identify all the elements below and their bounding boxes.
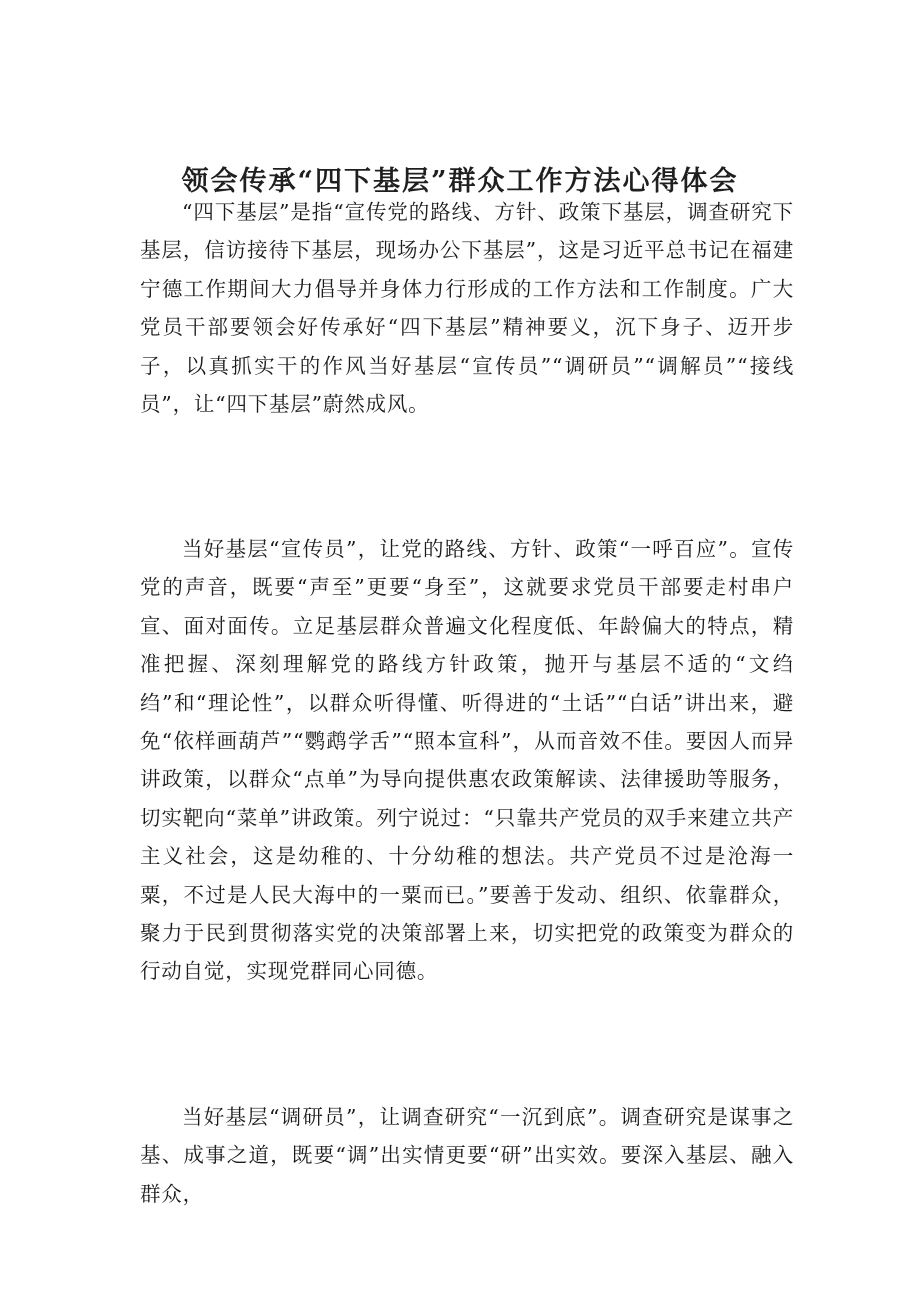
body-paragraph-research: 当好基层“调研员”，让调查研究“一沉到底”。调查研究是谋事之基、成事之道，既要“调”出实情更要“研”出实效。要深入基层、融入群众， [140,1105,794,1206]
body-paragraph-publicity: 当好基层“宣传员”，让党的路线、方针、政策“一呼百应”。宣传党的声音，既要“声至”更要“身至”，这就要求党员干部要走村串户宣、面对面传。立足基层群众普遍文化程度低、年龄偏大的特点，精准把握、深刻理解党的路线方针政策，抛开与基层不适的“文绉绉”和“理论性”，以群众听得懂、听得进的“土话”“白话”讲出来，避免“依样画葫芦”“鹦鹉学舌”“照本宣科”，从而音效不佳。要因人而异讲政策，以群众“点单”为导向提供惠农政策解读、法律援助等服务，切实靶向“菜单”讲政策。列宁说过：“只靠共产党员的双手来建立共产主义社会，这是幼稚的、十分幼稚的想法。共产党员不过是沧海一粟，不过是人民大海中的一粟而已。”要善于发动、组织、依靠群众，聚力于民到贯彻落实党的决策部署上来，切实把党的政策变为群众的行动自觉，实现党群同心同德。 [140,537,794,984]
body-paragraph-intro: “四下基层”是指“宣传党的路线、方针、政策下基层，调查研究下基层，信访接待下基层，现场办公下基层”，这是习近平总书记在福建宁德工作期间大力倡导并身体力行形成的工作方法和工作制度。广大党员干部要领会好传承好“四下基层”精神要义，沉下身子、迈开步子，以真抓实干的作风当好基层“宣传员”“调研员”“调解员”“接线员”，让“四下基层”蔚然成风。 [140,200,794,417]
document-title: 领会传承“四下基层”群众工作方法心得体会 [181,166,739,198]
